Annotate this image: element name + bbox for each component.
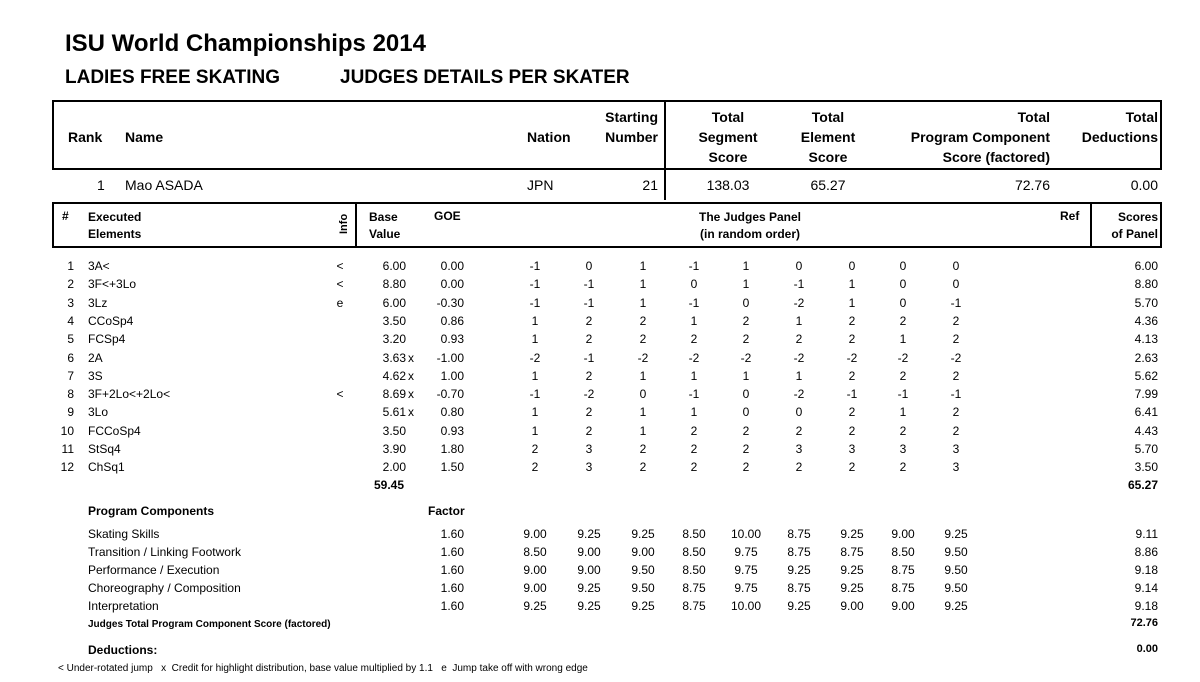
- number-header: #: [62, 209, 69, 223]
- component-row: [0, 597, 1200, 615]
- judge-grade: -2: [950, 350, 962, 365]
- judge-mark: 9.00: [577, 545, 601, 559]
- component-name: Performance / Execution: [88, 563, 220, 577]
- judge-mark: 8.75: [840, 545, 864, 559]
- element-number: 12: [60, 460, 74, 475]
- judges-panel-header: The Judges Panel (in random order): [698, 210, 802, 241]
- element-goe: 0.93: [440, 423, 464, 438]
- deductions-label: Deductions:: [88, 643, 158, 657]
- judge-grade: 0: [742, 295, 750, 310]
- info-header: Info: [338, 213, 350, 234]
- judge-grade: -1: [897, 387, 909, 402]
- component-name: Skating Skills: [88, 527, 160, 541]
- component-factor: 1.60: [440, 599, 464, 613]
- component-name: Transition / Linking Footwork: [88, 545, 241, 559]
- element-row: [0, 257, 1200, 275]
- scores-of-panel-header: Scores of Panel: [1111, 210, 1158, 241]
- element-panel-score: 7.99: [1134, 387, 1158, 402]
- element-row: [0, 403, 1200, 421]
- judge-grade: 2: [639, 442, 647, 456]
- rank-header: Rank: [68, 129, 103, 145]
- judge-grade: 2: [742, 442, 750, 456]
- judge-mark: 8.75: [682, 581, 706, 595]
- skater-nation: JPN: [527, 177, 554, 193]
- page-title: ISU World Championships 2014: [65, 30, 426, 57]
- judge-grade: 1: [795, 313, 803, 328]
- judge-grade: 2: [848, 313, 856, 328]
- element-number: 11: [61, 442, 74, 456]
- element-goe: 0.93: [440, 332, 464, 347]
- judge-grade: -1: [529, 387, 541, 402]
- judge-grade: -1: [583, 277, 595, 292]
- judge-grade: 3: [585, 460, 593, 475]
- judge-mark: 8.50: [682, 545, 706, 559]
- element-base-value: 5.61: [382, 405, 406, 420]
- component-row: [0, 525, 1200, 543]
- element-code: 2A: [88, 350, 103, 365]
- element-base-value: 2.00: [382, 460, 406, 475]
- element-row: [0, 330, 1200, 348]
- judge-mark: 9.50: [944, 581, 968, 595]
- judge-grade: -1: [688, 259, 700, 273]
- judge-grade: -1: [950, 295, 962, 310]
- judge-mark: 9.50: [631, 581, 655, 595]
- element-number: 6: [67, 350, 74, 365]
- judge-mark: 9.75: [734, 545, 758, 559]
- pcs-total-value: 72.76: [1130, 617, 1158, 629]
- judge-grade: -2: [793, 350, 805, 365]
- element-code: 3A<: [88, 259, 110, 273]
- judge-mark: 9.25: [787, 563, 811, 577]
- judge-grade: -1: [583, 350, 595, 365]
- element-panel-score: 6.00: [1134, 259, 1158, 273]
- element-code: 3Lo: [88, 405, 109, 420]
- element-code: FCSp4: [88, 332, 126, 347]
- judge-grade: -1: [688, 295, 700, 310]
- judge-grade: -1: [793, 277, 805, 292]
- judge-grade: 3: [899, 442, 907, 456]
- executed-elements-header: Executed Elements: [88, 210, 142, 241]
- element-panel-score: 5.70: [1134, 295, 1158, 310]
- nation-header: Nation: [527, 129, 571, 145]
- judge-grade: 2: [848, 460, 856, 475]
- deductions-header: Total Deductions: [1081, 109, 1158, 145]
- segment-title: LADIES FREE SKATING: [65, 67, 280, 88]
- judge-grade: 1: [742, 368, 750, 383]
- judge-mark: 9.00: [891, 599, 915, 613]
- judge-mark: 10.00: [730, 527, 762, 541]
- footnote-legend: < Under-rotated jump x Credit for highlight distribution, base value multiplied by 1.1 e Jump take off with wrong edge: [58, 663, 588, 674]
- element-number: 10: [60, 423, 74, 438]
- judge-grade: 3: [585, 442, 593, 456]
- judge-mark: 9.25: [840, 581, 864, 595]
- element-info: e: [336, 295, 344, 310]
- judge-grade: -2: [637, 350, 649, 365]
- judge-grade: 2: [848, 405, 856, 420]
- element-number: 5: [67, 332, 74, 347]
- component-panel-score: 9.14: [1134, 581, 1158, 595]
- component-factor: 1.60: [440, 527, 464, 541]
- judge-grade: -1: [529, 277, 541, 292]
- component-row: [0, 561, 1200, 579]
- judge-grade: 0: [742, 405, 750, 420]
- judge-mark: 9.25: [523, 599, 547, 613]
- judge-grade: 2: [585, 405, 593, 420]
- judge-grade: 2: [585, 313, 593, 328]
- element-goe: 0.00: [440, 259, 464, 273]
- pcs-header: Total Program Component Score (factored): [910, 109, 1050, 165]
- judge-grade: 1: [639, 295, 647, 310]
- judge-mark: 9.00: [523, 563, 547, 577]
- element-code: 3F+2Lo<+2Lo<: [88, 387, 171, 402]
- program-components-header: Program Components: [88, 504, 215, 518]
- judge-grade: 2: [639, 460, 647, 475]
- judge-mark: 9.00: [577, 563, 601, 577]
- judge-grade: 2: [690, 460, 698, 475]
- judge-grade: 1: [848, 277, 856, 292]
- element-bonus-flag: x: [408, 350, 414, 365]
- element-panel-score: 4.43: [1134, 423, 1158, 438]
- judge-mark: 8.50: [523, 545, 547, 559]
- judge-grade: 2: [899, 313, 907, 328]
- element-number: 7: [67, 368, 74, 383]
- judge-grade: -2: [793, 387, 805, 402]
- judge-grade: 1: [531, 423, 539, 438]
- judge-grade: 1: [742, 259, 750, 273]
- element-base-value: 3.90: [382, 442, 406, 456]
- scores-divider: [1090, 202, 1092, 248]
- element-base-value: 6.00: [382, 295, 406, 310]
- element-bonus-flag: x: [408, 368, 414, 383]
- judge-grade: 2: [585, 368, 593, 383]
- judge-grade: 2: [639, 313, 647, 328]
- judge-mark: 9.00: [840, 599, 864, 613]
- judge-mark: 9.25: [787, 599, 811, 613]
- element-row: [0, 349, 1200, 367]
- judge-grade: 1: [690, 368, 698, 383]
- judge-grade: 1: [531, 405, 539, 420]
- judge-mark: 9.75: [734, 581, 758, 595]
- judge-mark: 9.25: [840, 527, 864, 541]
- judge-grade: -2: [529, 350, 541, 365]
- judge-grade: 2: [585, 332, 593, 347]
- name-header: Name: [125, 129, 164, 145]
- judge-grade: 2: [742, 332, 750, 347]
- judge-grade: 3: [952, 460, 960, 475]
- component-row: [0, 579, 1200, 597]
- element-base-value: 3.63: [382, 350, 406, 365]
- component-panel-score: 9.18: [1134, 599, 1158, 613]
- judge-mark: 9.50: [944, 563, 968, 577]
- judge-mark: 8.75: [891, 563, 915, 577]
- judge-grade: -1: [688, 387, 700, 402]
- judge-mark: 9.00: [523, 581, 547, 595]
- element-panel-score: 3.50: [1134, 460, 1158, 475]
- element-row: [0, 294, 1200, 312]
- element-number: 1: [67, 259, 74, 273]
- element-panel-score: 4.36: [1134, 313, 1158, 328]
- element-code: ChSq1: [88, 460, 125, 475]
- judge-grade: 1: [639, 259, 647, 273]
- judge-grade: 0: [848, 259, 856, 273]
- judge-grade: 1: [639, 405, 647, 420]
- judge-grade: 1: [848, 295, 856, 310]
- element-code: CCoSp4: [88, 313, 134, 328]
- judge-grade: -2: [688, 350, 700, 365]
- judge-mark: 9.00: [631, 545, 655, 559]
- judge-mark: 9.25: [631, 527, 655, 541]
- element-info: <: [336, 387, 344, 402]
- judge-grade: 3: [848, 442, 856, 456]
- judge-mark: 8.75: [682, 599, 706, 613]
- element-row: [0, 312, 1200, 330]
- judge-mark: 8.75: [787, 545, 811, 559]
- element-panel-score: 2.63: [1134, 350, 1158, 365]
- judge-grade: 1: [742, 277, 750, 292]
- judge-grade: 2: [848, 332, 856, 347]
- element-code: 3S: [88, 368, 103, 383]
- element-bonus-flag: x: [408, 387, 414, 402]
- element-code: 3Lz: [88, 295, 108, 310]
- judge-grade: 2: [952, 368, 960, 383]
- element-base-value: 3.20: [382, 332, 406, 347]
- element-number: 9: [67, 405, 74, 420]
- skater-name: Mao ASADA: [125, 177, 203, 193]
- judge-mark: 8.50: [682, 563, 706, 577]
- judge-mark: 9.25: [944, 599, 968, 613]
- element-code: 3F<+3Lo: [88, 277, 137, 292]
- element-goe: 1.00: [440, 368, 464, 383]
- judge-mark: 9.00: [891, 527, 915, 541]
- judge-grade: 0: [690, 277, 698, 292]
- judge-grade: -2: [897, 350, 909, 365]
- judge-mark: 9.25: [577, 599, 601, 613]
- judge-grade: 0: [795, 405, 803, 420]
- element-goe: 0.00: [440, 277, 464, 292]
- judge-grade: 2: [952, 405, 960, 420]
- judge-grade: 1: [639, 368, 647, 383]
- element-base-value: 8.80: [382, 277, 406, 292]
- judge-grade: 0: [585, 259, 593, 273]
- element-row: [0, 367, 1200, 385]
- judge-grade: -1: [583, 295, 595, 310]
- ref-header: Ref: [1060, 209, 1080, 223]
- element-panel-score: 5.62: [1134, 368, 1158, 383]
- element-info: <: [336, 259, 344, 273]
- judge-mark: 9.75: [734, 563, 758, 577]
- judge-mark: 9.25: [944, 527, 968, 541]
- element-base-value: 3.50: [382, 313, 406, 328]
- judge-grade: 2: [742, 313, 750, 328]
- element-goe: 0.80: [440, 405, 464, 420]
- judge-mark: 9.25: [840, 563, 864, 577]
- judge-mark: 9.00: [523, 527, 547, 541]
- element-panel-score: 5.70: [1134, 442, 1158, 456]
- element-base-value: 6.00: [382, 259, 406, 273]
- skater-rank: 1: [97, 177, 105, 193]
- judge-grade: 2: [690, 332, 698, 347]
- judge-grade: 1: [639, 423, 647, 438]
- judge-grade: 2: [952, 332, 960, 347]
- element-number: 2: [67, 277, 74, 292]
- judge-grade: 2: [690, 423, 698, 438]
- judge-grade: 1: [690, 313, 698, 328]
- component-panel-score: 9.11: [1135, 527, 1158, 541]
- element-row: [0, 440, 1200, 458]
- skater-starting-number: 21: [642, 177, 658, 193]
- judge-grade: 3: [952, 442, 960, 456]
- judge-mark: 8.75: [787, 527, 811, 541]
- judge-grade: 2: [848, 423, 856, 438]
- judge-grade: 1: [899, 332, 907, 347]
- judge-mark: 8.75: [891, 581, 915, 595]
- element-row: [0, 422, 1200, 440]
- judge-grade: 2: [795, 460, 803, 475]
- component-factor: 1.60: [440, 581, 464, 595]
- base-value-header: Base Value: [369, 210, 401, 241]
- element-base-value: 8.69: [382, 387, 406, 402]
- judge-mark: 10.00: [730, 599, 762, 613]
- elements-header-box: [52, 202, 1162, 248]
- judge-mark: 9.25: [631, 599, 655, 613]
- element-row: [0, 275, 1200, 293]
- judge-mark: 9.25: [577, 527, 601, 541]
- element-number: 4: [67, 313, 74, 328]
- judge-mark: 8.50: [682, 527, 706, 541]
- judge-grade: 2: [690, 442, 698, 456]
- component-factor: 1.60: [440, 545, 464, 559]
- judge-grade: 0: [795, 259, 803, 273]
- judge-grade: 2: [899, 460, 907, 475]
- component-panel-score: 8.86: [1134, 545, 1158, 559]
- base-value-total: 59.45: [373, 478, 404, 492]
- component-factor: 1.60: [440, 563, 464, 577]
- goe-header: GOE: [434, 209, 461, 223]
- judge-grade: -2: [740, 350, 752, 365]
- judge-grade: 0: [899, 277, 907, 292]
- element-row: [0, 385, 1200, 403]
- element-base-value: 4.62: [382, 368, 406, 383]
- judge-grade: 2: [585, 423, 593, 438]
- tss-header: Total Segment Score: [698, 109, 758, 165]
- element-goe: -1.00: [436, 350, 464, 365]
- judge-grade: 1: [531, 368, 539, 383]
- judge-grade: 2: [952, 313, 960, 328]
- judge-mark: 8.75: [787, 581, 811, 595]
- judge-grade: 0: [952, 277, 960, 292]
- element-row: [0, 458, 1200, 476]
- judge-grade: 1: [639, 277, 647, 292]
- judge-grade: 0: [899, 259, 907, 273]
- judge-grade: -2: [846, 350, 858, 365]
- element-info: <: [336, 277, 344, 292]
- skater-tes: 65.27: [810, 177, 846, 193]
- judge-grade: 0: [899, 295, 907, 310]
- skater-pcs: 72.76: [1014, 177, 1050, 193]
- judge-grade: -1: [950, 387, 962, 402]
- starting-number-header: Starting Number: [605, 109, 658, 145]
- component-name: Choreography / Composition: [88, 581, 241, 595]
- element-panel-score: 8.80: [1134, 277, 1158, 292]
- judge-mark: 9.25: [577, 581, 601, 595]
- judge-grade: 0: [639, 387, 647, 402]
- element-goe: 1.50: [440, 460, 464, 475]
- element-code: StSq4: [88, 442, 121, 456]
- judge-mark: 8.50: [891, 545, 915, 559]
- judge-grade: 2: [795, 332, 803, 347]
- skater-deductions: 0.00: [1130, 177, 1158, 193]
- judge-grade: 2: [952, 423, 960, 438]
- judge-grade: 2: [742, 460, 750, 475]
- judge-grade: -1: [529, 259, 541, 273]
- judge-grade: -2: [583, 387, 595, 402]
- judge-grade: -1: [846, 387, 858, 402]
- element-number: 3: [67, 295, 74, 310]
- summary-divider: [664, 100, 666, 200]
- component-panel-score: 9.18: [1134, 563, 1158, 577]
- judge-grade: 1: [531, 332, 539, 347]
- element-score-total: 65.27: [1127, 478, 1158, 492]
- report-title: JUDGES DETAILS PER SKATER: [340, 67, 630, 88]
- factor-header: Factor: [428, 504, 465, 518]
- element-goe: -0.30: [436, 295, 464, 310]
- element-base-value: 3.50: [382, 423, 406, 438]
- judge-grade: 2: [531, 460, 539, 475]
- component-name: Interpretation: [88, 599, 159, 613]
- judge-grade: 0: [742, 387, 750, 402]
- judge-grade: 2: [795, 423, 803, 438]
- pcs-total-label: Judges Total Program Component Score (factored): [88, 619, 331, 630]
- element-panel-score: 6.41: [1134, 405, 1158, 420]
- judge-grade: 2: [848, 368, 856, 383]
- tes-header: Total Element Score: [800, 109, 856, 165]
- judge-grade: 1: [690, 405, 698, 420]
- judge-grade: 3: [795, 442, 803, 456]
- judge-grade: 2: [899, 368, 907, 383]
- element-panel-score: 4.13: [1134, 332, 1158, 347]
- element-bonus-flag: x: [408, 405, 414, 420]
- element-code: FCCoSp4: [88, 423, 141, 438]
- info-divider-left: [355, 202, 357, 248]
- skater-tss: 138.03: [706, 177, 750, 193]
- component-row: [0, 543, 1200, 561]
- judge-grade: -1: [529, 295, 541, 310]
- judge-mark: 9.50: [631, 563, 655, 577]
- judge-mark: 9.50: [944, 545, 968, 559]
- judge-grade: 2: [742, 423, 750, 438]
- judge-grade: 2: [639, 332, 647, 347]
- element-number: 8: [67, 387, 74, 402]
- deductions-value: 0.00: [1136, 643, 1158, 655]
- element-goe: 0.86: [440, 313, 464, 328]
- judge-grade: 2: [899, 423, 907, 438]
- element-goe: -0.70: [436, 387, 464, 402]
- judge-grade: 0: [952, 259, 960, 273]
- element-goe: 1.80: [440, 442, 464, 456]
- judge-grade: 2: [531, 442, 539, 456]
- judge-grade: 1: [531, 313, 539, 328]
- judge-grade: 1: [899, 405, 907, 420]
- judge-grade: -2: [793, 295, 805, 310]
- judge-grade: 1: [795, 368, 803, 383]
